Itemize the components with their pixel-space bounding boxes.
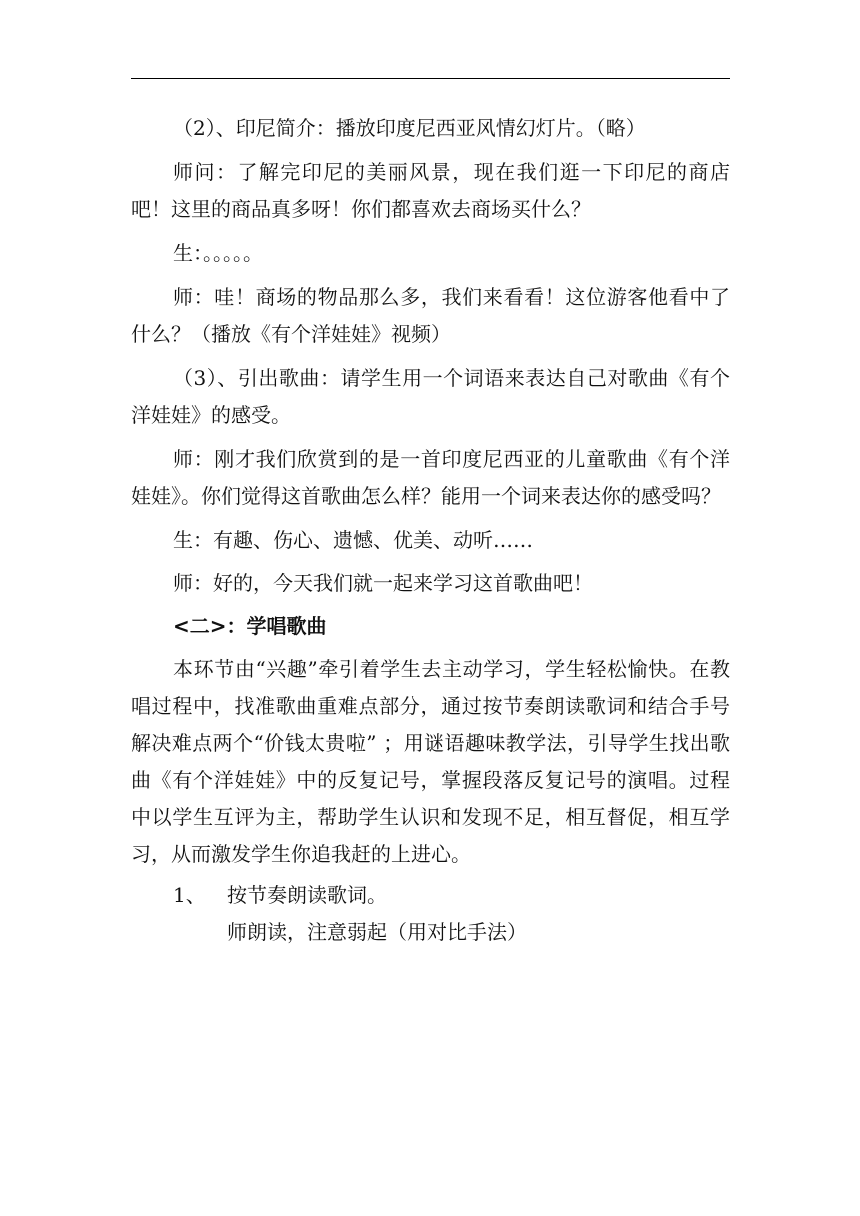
- paragraph-student-answer: 生：。。。。。: [173, 241, 263, 265]
- paragraph-teacher-question: 师问：了解完印尼的美丽风景，现在我们逛一下印尼的商店吧！这里的商品真多呀！你们都喜欢去商场买什么？: [131, 160, 730, 221]
- section-body: 本环节由“兴趣”牵引着学生去主动学习，学生轻松愉快。在教唱过程中，找准歌曲重难点部分，通过按节奏朗读歌词和结合手号解决难点两个“价钱太贵啦” ；用谜语趣味教学法，引导学生找出歌曲《有个洋娃娃》中的反复记号，掌握段落反复记号的演唱。过程中以学生互评为主，帮助学生认识和发现不足，相互督促，相互学习，从而激发学生你追我赶的上进心。: [131, 657, 730, 866]
- list-text: 按节奏朗读歌词。: [227, 883, 387, 907]
- list-subtext: 师朗读，注意弱起（用对比手法）: [227, 920, 527, 944]
- list-item: [131, 877, 730, 914]
- list-number: 1、: [173, 883, 206, 907]
- paragraph-student-feelings: 生：有趣、伤心、遗憾、优美、动听……: [173, 528, 533, 552]
- paragraph-introduce-song: （3）、引出歌曲：请学生用一个词语来表达自己对歌曲《有个洋娃娃》的感受。: [131, 366, 730, 427]
- paragraph-teacher-video: 师：哇！商场的物品那么多，我们来看看！这位游客他看中了什么？（播放《有个洋娃娃》视频）: [131, 285, 730, 346]
- document-body: [131, 110, 730, 951]
- header-rule: [131, 78, 730, 79]
- paragraph-intro-indonesia: （2）、印尼简介：播放印度尼西亚风情幻灯片。（略）: [173, 116, 646, 140]
- paragraph-teacher-start: 师：好的，今天我们就一起来学习这首歌曲吧！: [173, 571, 593, 595]
- paragraph-teacher-feeling: 师：刚才我们欣赏到的是一首印度尼西亚的儿童歌曲《有个洋娃娃》。你们觉得这首歌曲怎么样？能用一个词来表达你的感受吗？: [131, 447, 730, 508]
- section-heading: <二>：学唱歌曲: [173, 614, 327, 638]
